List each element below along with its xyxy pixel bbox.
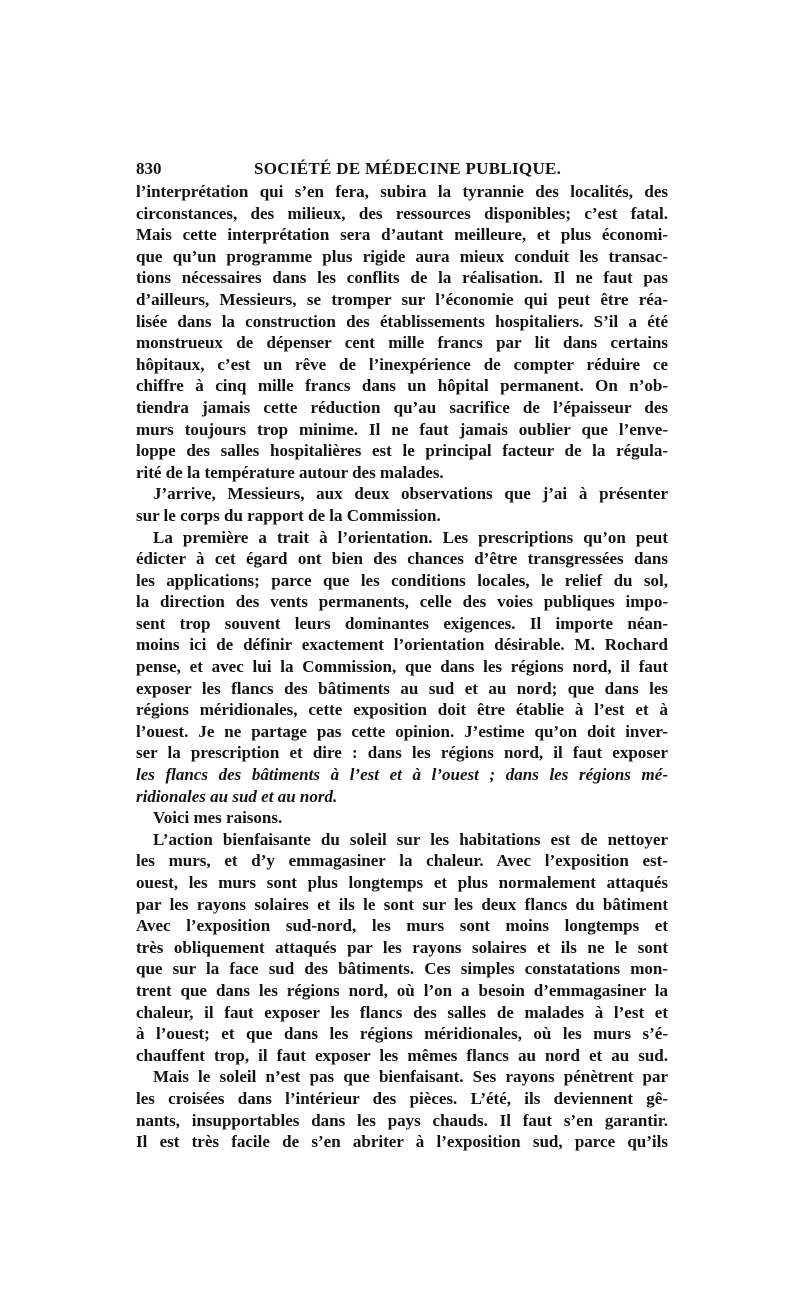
text-line: rité de la température autour des malades. <box>136 462 444 482</box>
text-line: les flancs des bâtiments à l’est et à l’ouest ; dans les régions mé- <box>136 765 668 785</box>
text-line: édicter à cet égard ont bien des chances d’être transgressées dans <box>136 549 668 569</box>
text-line: la direction des vents permanents, celle des voies publiques impo- <box>136 592 668 612</box>
text-line: circonstances, des milieux, des ressources disponibles; c’est fatal. <box>136 203 668 223</box>
text-line: Mais cette interprétation sera d’autant meilleure, et plus économi- <box>136 225 668 245</box>
running-title: SOCIÉTÉ DE MÉDECINE PUBLIQUE. <box>254 159 562 178</box>
text-line: lisée dans la construction des établissements hospitaliers. S’il a été <box>136 311 668 331</box>
text-line: Avec l’exposition sud-nord, les murs sont moins longtemps et <box>136 916 668 936</box>
text-line: moins ici de définir exactement l’orientation désirable. M. Rochard <box>136 635 668 655</box>
text-line: Voici mes raisons. <box>153 808 283 828</box>
text-line: pense, et avec lui la Commission, que dans les régions nord, il faut <box>136 657 668 677</box>
text-line: sent trop souvent leurs dominantes exigences. Il importe néan- <box>136 613 668 633</box>
text-line: sur le corps du rapport de la Commission. <box>136 505 441 525</box>
text-line: par les rayons solaires et ils le sont sur les deux flancs du bâtiment <box>136 894 668 914</box>
text-line: l’interprétation qui s’en fera, subira la tyrannie des localités, des <box>136 182 668 201</box>
text-line: L’action bienfaisante du soleil sur les habitations est de nettoyer <box>153 829 668 849</box>
text-line: ouest, les murs sont plus longtemps et plus normalement attaqués <box>136 873 668 892</box>
text-line: trent que dans les régions nord, où l’on a besoin d’emmagasiner la <box>136 980 668 1000</box>
text-line: chiffre à cinq mille francs dans un hôpital permanent. On n’ob- <box>136 376 668 396</box>
body-text <box>136 181 668 1153</box>
text-line: tions nécessaires dans les conflits de la réalisation. Il ne faut pas <box>136 268 668 288</box>
text-line: d’ailleurs, Messieurs, se tromper sur l’économie qui peut être réa- <box>136 289 668 309</box>
text-line: hôpitaux, c’est un rêve de l’inexpérience de compter réduire ce <box>136 354 668 374</box>
text-line: ser la prescription et dire : dans les régions nord, il faut exposer <box>136 743 668 763</box>
text-line: Il est très facile de s’en abriter à l’exposition sud, parce qu’ils <box>136 1132 668 1152</box>
text-line: ridionales au sud et au nord. <box>136 786 338 806</box>
text-line: les croisées dans l’intérieur des pièces. L’été, ils deviennent gê- <box>136 1088 668 1108</box>
text-line: chaleur, il faut exposer les flancs des salles de malades à l’est et <box>136 1002 668 1022</box>
text-line: tiendra jamais cette réduction qu’au sacrifice de l’épaisseur des <box>136 397 668 417</box>
text-line: exposer les flancs des bâtiments au sud et au nord; que dans les <box>136 678 668 698</box>
page-number: 830 <box>136 159 162 178</box>
text-line: les applications; parce que les conditions locales, le relief du sol, <box>136 570 668 590</box>
text-line: Mais le soleil n’est pas que bienfaisant. Ses rayons pénètrent par <box>153 1067 668 1087</box>
running-head <box>136 156 668 182</box>
text-line: loppe des salles hospitalières est le principal facteur de la régula- <box>136 441 668 461</box>
text-line: les murs, et d’y emmagasiner la chaleur. Avec l’exposition est- <box>136 851 668 871</box>
text-line: que sur la face sud des bâtiments. Ces simples constatations mon- <box>136 959 668 979</box>
text-line: nants, insupportables dans les pays chauds. Il faut s’en garantir. <box>136 1110 668 1130</box>
text-line: à l’ouest; et que dans les régions méridionales, où les murs s’é- <box>136 1024 668 1044</box>
text-line: l’ouest. Je ne partage pas cette opinion. J’estime qu’on doit inver- <box>136 721 668 741</box>
text-line: monstrueux de dépenser cent mille francs par lit dans certains <box>136 333 668 353</box>
text-line: J’arrive, Messieurs, aux deux observations que j’ai à présenter <box>153 484 668 504</box>
text-line: chauffent trop, il faut exposer les mêmes flancs au nord et au sud. <box>136 1045 668 1065</box>
text-line: régions méridionales, cette exposition doit être établie à l’est et à <box>136 700 668 720</box>
text-line: murs toujours trop minime. Il ne faut jamais oublier que l’enve- <box>136 419 668 439</box>
text-line: que qu’un programme plus rigide aura mieux conduit les transac- <box>136 246 668 266</box>
text-line: très obliquement attaqués par les rayons solaires et ils ne le sont <box>136 937 668 957</box>
text-line: La première a trait à l’orientation. Les prescriptions qu’on peut <box>153 527 668 547</box>
